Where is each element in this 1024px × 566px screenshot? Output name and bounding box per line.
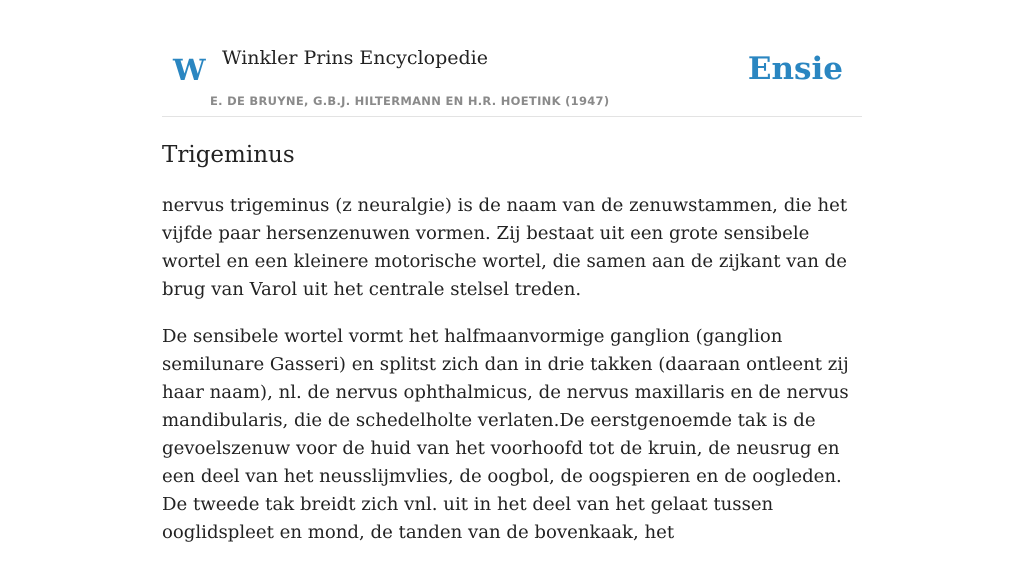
site-title[interactable]: Winkler Prins Encyclopedie — [222, 47, 488, 69]
authors-line: E. DE BRUYNE, G.B.J. HILTERMANN EN H.R. HOETINK (1947) — [210, 94, 610, 108]
article-body — [162, 192, 864, 566]
article-paragraph-2: De sensibele wortel vormt het halfmaanvormige ganglion (ganglion semilunare Gasseri) en splitst zich dan in drie takken (daaraan ontleent zij haar naam), nl. de nervus ophthalmicus, de nervus maxillaris en de nervus mandibularis, die de schedelholte verlaten.De eerstgenoemde tak is de gevoelszenuw voor de huid van het voorhoofd tot de kruin, de neusrug en een deel van het neusslijmvlies, de oogbol, de oogspieren en de oogleden. De tweede tak breidt zich vnl. uit in het deel van het gelaat tussen ooglidspleet en mond, de tanden van de bovenkaak, het — [162, 326, 849, 543]
ensie-brand-logo[interactable]: Ensie — [747, 51, 843, 87]
site-header — [162, 0, 862, 117]
article-paragraph-1: nervus trigeminus (z neuralgie) is de naam van de zenuwstammen, die het vijfde paar hersenzenuwen vormen. Zij bestaat uit een grote sensibele wortel en een kleinere motorische wortel, die samen aan de zijkant van de brug van Varol uit het centrale stelsel treden. — [162, 195, 848, 300]
article-title: Trigeminus — [162, 142, 295, 168]
logo-w-icon[interactable]: W — [173, 53, 206, 87]
